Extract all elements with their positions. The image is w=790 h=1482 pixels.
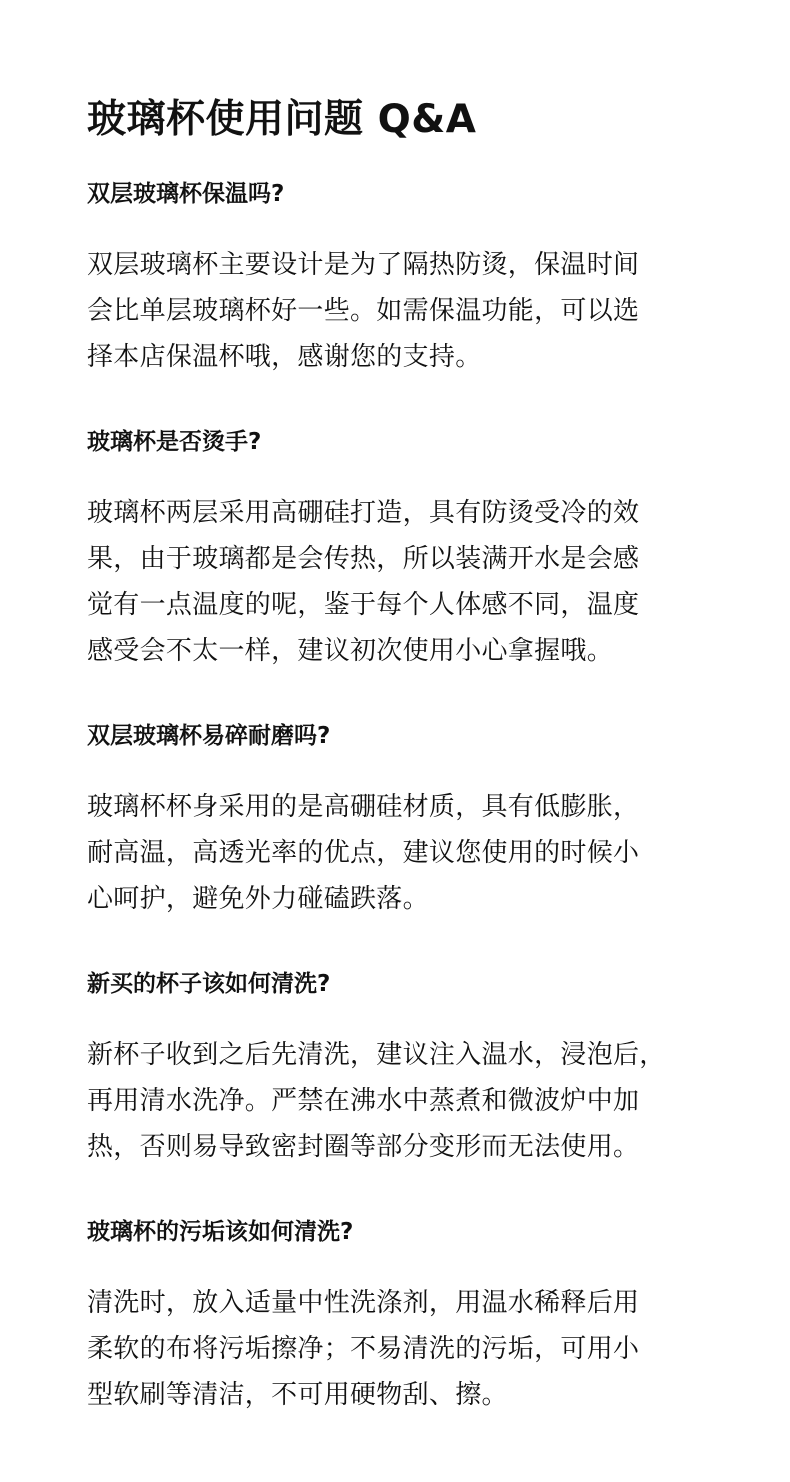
qa-item xyxy=(87,964,730,1170)
qa-question: 双层玻璃杯易碎耐磨吗? xyxy=(87,723,331,749)
answer-line: 会比单层玻璃杯好一些。如需保温功能，可以选 xyxy=(87,296,640,326)
answer-line: 双层玻璃杯主要设计是为了隔热防烫，保温时间 xyxy=(87,250,640,280)
answer-line: 柔软的布将污垢擦净；不易清洗的污垢，可用小 xyxy=(87,1334,640,1364)
qa-question: 玻璃杯的污垢该如何清洗? xyxy=(87,1219,354,1245)
answer-line: 觉有一点温度的呢，鉴于每个人体感不同，温度 xyxy=(87,590,640,620)
answer-line: 玻璃杯杯身采用的是高硼硅材质，具有低膨胀， xyxy=(87,792,640,822)
qa-question: 新买的杯子该如何清洗? xyxy=(87,971,331,997)
qa-answer xyxy=(87,490,730,674)
qa-answer xyxy=(87,1280,730,1418)
qa-answer xyxy=(87,1032,730,1170)
answer-line: 耐高温，高透光率的优点，建议您使用的时候小 xyxy=(87,838,640,868)
qa-item xyxy=(87,1212,730,1418)
answer-line: 感受会不太一样，建议初次使用小心拿握哦。 xyxy=(87,636,614,666)
answer-line: 再用清水洗净。严禁在沸水中蒸煮和微波炉中加 xyxy=(87,1086,640,1116)
qa-answer xyxy=(87,242,730,380)
qa-item xyxy=(87,174,730,380)
page-title: 玻璃杯使用问题 Q&A xyxy=(87,97,477,142)
answer-line: 清洗时，放入适量中性洗涤剂，用温水稀释后用 xyxy=(87,1288,640,1318)
qa-list xyxy=(87,174,730,1418)
answer-line: 型软刷等清洁，不可用硬物刮、擦。 xyxy=(87,1380,508,1410)
qa-item xyxy=(87,422,730,674)
qa-question: 玻璃杯是否烫手? xyxy=(87,429,262,455)
answer-line: 心呵护，避免外力碰磕跌落。 xyxy=(87,884,429,914)
answer-line: 择本店保温杯哦，感谢您的支持。 xyxy=(87,342,482,372)
answer-line: 热，否则易导致密封圈等部分变形而无法使用。 xyxy=(87,1132,640,1162)
answer-line: 果，由于玻璃都是会传热，所以装满开水是会感 xyxy=(87,544,640,574)
answer-line: 玻璃杯两层采用高硼硅打造，具有防烫受冷的效 xyxy=(87,498,640,528)
qa-item xyxy=(87,716,730,922)
qa-question: 双层玻璃杯保温吗? xyxy=(87,181,285,207)
qa-answer xyxy=(87,784,730,922)
answer-line: 新杯子收到之后先清洗，建议注入温水，浸泡后， xyxy=(87,1040,666,1070)
